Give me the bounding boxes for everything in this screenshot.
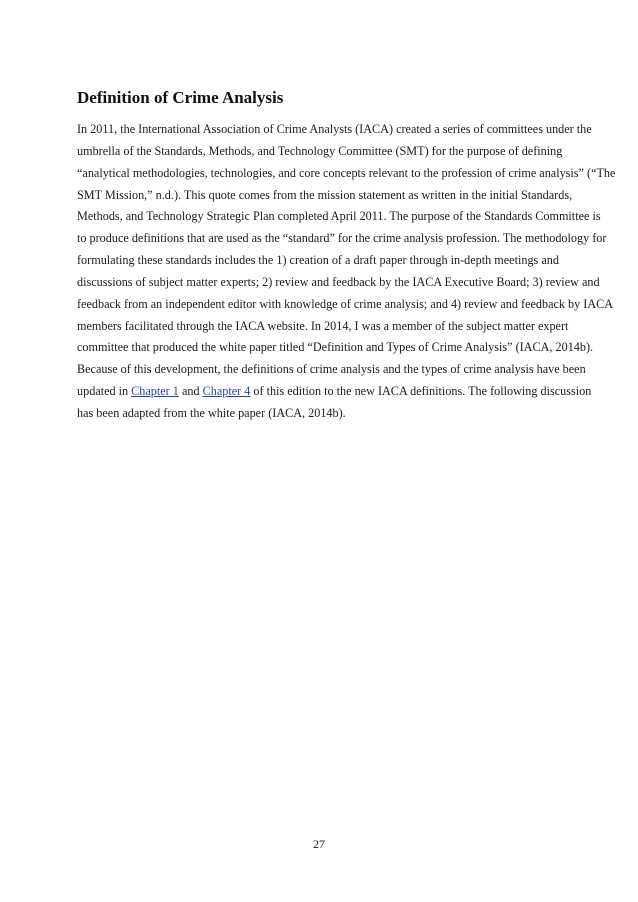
chapter-4-link[interactable]: Chapter 4 [202,384,251,399]
body-paragraph [77,119,616,425]
paragraph-line: formulating these standards includes the 1) creation of a draft paper through in-depth meetings and [77,253,559,268]
link-line-between-text: and [178,384,203,399]
paragraph-line: “analytical methodologies, technologies, and core concepts relevant to the profession of crime analysis” (“The [77,165,616,180]
paragraph-line: has been adapted from the white paper (IACA, 2014b). [77,405,346,420]
section-heading: Definition of Crime Analysis [77,88,284,107]
paragraph-line: In 2011, the International Association of Crime Analysts (IACA) created a series of committees under the [77,122,592,136]
paragraph-line: members facilitated through the IACA website. In 2014, I was a member of the subject matter expert [77,318,569,333]
paragraph-line: feedback from an independent editor with knowledge of crime analysis; and 4) review and feedback by IACA [77,296,614,311]
paragraph-line: discussions of subject matter experts; 2) review and feedback by the IACA Executive Board; 3) review and [77,274,600,289]
paragraph-line: Methods, and Technology Strategic Plan completed April 2011. The purpose of the Standards Committee is [77,209,601,224]
paragraph-line: Because of this development, the definitions of crime analysis and the types of crime analysis have been [77,362,586,377]
paragraph-line: to produce definitions that are used as the “standard” for the crime analysis profession. The methodology for [77,231,607,246]
page-number: 27 [313,837,325,851]
link-line-after-text: of this edition to the new IACA definitions. The following discussion [250,384,592,399]
paragraph-line: SMT Mission,” n.d.). This quote comes from the mission statement as written in the initial Standards, [77,187,573,202]
paragraph-line: committee that produced the white paper titled “Definition and Types of Crime Analysis” (IACA, 2014b). [77,340,594,355]
paragraph-line-with-links [77,381,592,403]
link-line-before-text: updated in [77,384,132,399]
chapter-1-link[interactable]: Chapter 1 [131,384,179,399]
paragraph-line: umbrella of the Standards, Methods, and Technology Committee (SMT) for the purpose of defining [77,143,563,158]
